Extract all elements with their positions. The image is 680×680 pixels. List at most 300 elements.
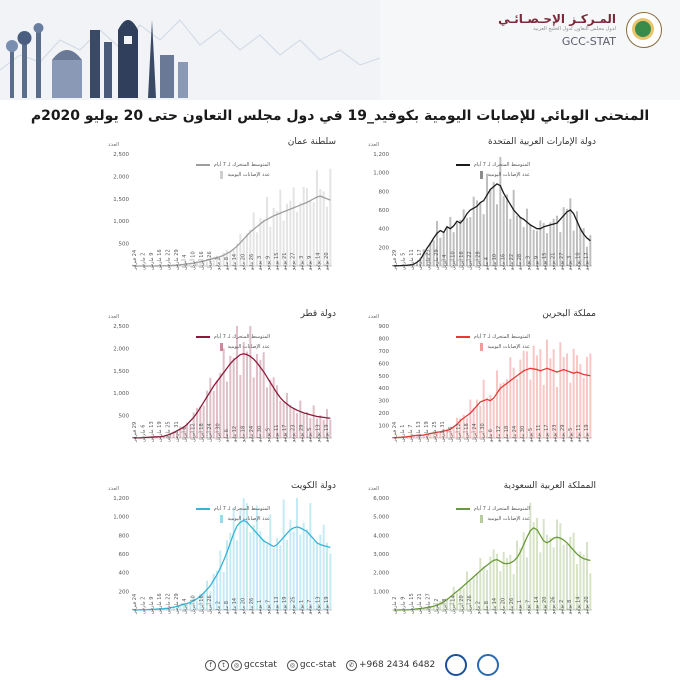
x-tick-label: 17 مارس [417,249,424,270]
x-tick-label: 19 يوليو [323,424,330,442]
x-tick-label: 8 مايو [223,601,230,614]
y-tick-label: 700 [378,348,389,355]
x-tick-label: 23 مارس [425,249,432,270]
x-tick-label: 26 مايو [508,597,515,614]
legend-item-daily [440,342,530,352]
daily-bar [229,356,231,438]
x-tick-label: 12 مايو [232,425,239,442]
chart-legend [440,332,530,352]
x-tick-label: 11 يوليو [576,424,582,442]
x-tick-label: 24 فبراير [132,593,139,614]
x-tick-label: 14 مايو [232,253,239,270]
daily-bar [269,514,271,610]
x-tick-label: 5 يوليو [568,427,574,442]
legend-label: المتوسط المتحرك لـ 7 أيام [213,334,270,340]
legend-bar-swatch [480,515,483,523]
x-tick-label: 18 مايو [504,425,510,442]
phone-number[interactable] [346,660,435,671]
y-tick-label: 2,000 [113,346,129,353]
x-tick-label: 17 يونيو [544,424,550,442]
chart-legend [440,504,530,524]
legend-bar-swatch [220,171,223,179]
daily-bar [573,349,575,438]
x-tick-label: 29 مارس [173,249,180,270]
x-tick-label: 7 يونيو [525,599,532,614]
x-tick-label: 23 يونيو [290,424,297,442]
x-tick-label: 19 مارس [157,421,164,442]
x-tick-label: 7 مارس [408,424,414,442]
daily-bar [559,523,561,610]
x-tick-label: 14 يونيو [533,596,540,614]
x-tick-label: 18 أبريل [464,423,470,442]
skyline-illustration [0,0,380,100]
y-tick-label: 1,000 [113,514,129,521]
panel-uae [368,137,600,310]
legend-item-average [180,504,270,514]
x-tick-label: 2 مارس [392,596,399,614]
x-tick-label: 29 يونيو [560,424,566,442]
y-tick-label: 600 [378,361,389,368]
y-tick-label: 900 [378,324,389,330]
x-tick-label: 10 أبريل [450,251,457,270]
x-tick-label: 20 يونيو [542,596,549,614]
daily-bar [566,353,568,438]
y-tick-label: 800 [378,336,389,343]
y-tick-label: 1,500 [113,196,129,203]
x-tick-label: 6 مايو [488,429,494,442]
x-tick-label: 20 مايو [240,253,247,270]
accreditation-logo-icon [477,654,499,676]
x-tick-label: 14 مايو [232,597,239,614]
x-tick-label: 24 مايو [248,425,255,442]
x-tick-label: 28 أبريل [475,251,482,270]
gcc-stat-logo [498,12,662,48]
org-name-ar: المـركـز الإحـصـائـي [498,12,616,26]
x-tick-label: 6 مارس [140,424,147,442]
daily-bar [573,533,575,610]
y-tick-label: 100 [378,423,389,430]
gcc-emblem-icon [626,12,662,48]
x-tick-label: 24 أبريل [472,423,478,442]
y-tick-label: 2,500 [113,324,129,330]
x-tick-label: 4 أبريل [442,254,449,270]
panel-oman [108,137,340,310]
x-tick-label: 25 يونيو [290,596,297,614]
x-tick-label: 13 يوليو [315,424,322,442]
x-tick-label: 13 يوليو [315,596,322,614]
phone-number-text: +968 2434 6482 [359,659,436,670]
x-tick-label: 22 مارس [165,249,172,270]
y-tick-label: 600 [118,552,129,558]
x-tick-label: 1 مارس [400,424,406,442]
x-tick-label: 26 مايو [248,597,255,614]
x-tick-label: 14 أبريل [450,595,457,614]
x-tick-label: 4 مايو [483,257,490,270]
social-handle[interactable] [205,660,277,671]
daily-bar [523,351,525,438]
x-tick-label: 13 يونيو [273,596,280,614]
x-tick-label: 12 أبريل [456,423,462,442]
x-tick-label: 8 يوليو [567,599,574,614]
x-tick-label: 27 يونيو [290,252,297,270]
x-tick-label: 2 أبريل [433,598,440,614]
daily-bar [493,182,495,266]
chart-title: المملكة العربية السعودية [503,481,596,491]
panel-bahrain [368,309,600,482]
legend-label: المتوسط المتحرك لـ 7 أيام [213,506,270,512]
x-tick-label: 20 مايو [500,597,507,614]
legend-bar-swatch [220,515,223,523]
legend-item-daily [180,514,270,524]
x-tick-label: 8 مايو [223,257,230,270]
daily-bar [556,520,558,610]
y-tick-label: 1,000 [113,391,129,398]
x-tick-label: 5 يونيو [265,427,272,442]
x-tick-label: 5 يونيو [528,427,534,442]
axis-unit-label: العدد [368,486,380,492]
panel-saudi [368,481,600,654]
x-tick-label: 23 يونيو [552,424,558,442]
daily-bar [263,352,265,438]
y-tick-label: 2,500 [113,152,129,158]
y-tick-label: 200 [118,589,129,596]
x-tick-label: 9 يونيو [533,255,540,270]
x-tick-label: 24 فبراير [132,249,139,270]
y-tick-label: 800 [118,533,129,540]
daily-bar [253,525,255,610]
legend-item-daily [440,514,530,524]
daily-bar [546,340,548,438]
y-tick-label: 4,000 [373,533,389,540]
y-tick-label: 500 [118,241,129,248]
daily-bar [516,541,518,610]
legend-bar-swatch [480,343,483,351]
daily-bar [239,509,241,610]
x-tick-label: 31 مارس [440,421,446,442]
x-tick-label: 14 يوليو [575,596,582,614]
legend-label: المتوسط المتحرك لـ 7 أيام [213,162,270,168]
x-tick-label: 16 مارس [157,593,164,614]
legend-line-swatch [196,336,210,338]
legend-item-average [440,332,530,342]
x-tick-label: 9 يوليو [307,255,314,270]
x-tick-label: 1 يوليو [298,599,305,614]
x-tick-label: 7 يونيو [265,599,272,614]
x-tick-label: 11 يونيو [536,424,542,442]
x-tick-label: 3 يوليو [298,255,305,270]
axis-unit-label: العدد [368,314,380,320]
x-tick-label: 9 مارس [400,596,407,614]
x-tick-label: 12 أبريل [190,423,197,442]
panel-kuwait [108,481,340,654]
x-tick-label: 21 يونيو [282,252,289,270]
legend-label: عدد الإصابات اليومية [227,344,270,350]
x-tick-label: 29 يونيو [298,424,305,442]
y-tick-label: 600 [378,208,389,214]
x-tick-label: 12 مايو [496,425,502,442]
x-tick-label: 19 يونيو [282,596,289,614]
daily-bar [329,169,331,266]
x-tick-label: 26 أبريل [207,595,214,614]
chart-title: دولة قطر [300,309,336,319]
legend-line-swatch [456,508,470,510]
legend-item-daily [180,342,270,352]
x-tick-label: 18 مايو [240,425,247,442]
daily-bar [533,346,535,438]
axis-unit-label: العدد [368,142,380,148]
x-tick-label: 16 مارس [157,249,164,270]
chart-title: دولة الإمارات العربية المتحدة [487,137,596,147]
x-tick-label: 2 مارس [140,252,147,270]
instagram-icon: ◎ [231,660,242,671]
header-banner [0,0,680,100]
chart-title: مملكة البحرين [542,309,596,319]
x-tick-label: 2 مارس [140,596,147,614]
chart-title: سلطنة عمان [287,137,336,147]
page-title: المنحنى الوبائي للإصابات اليومية بكوفيد_19 في دول مجلس التعاون حتى 20 يوليو 2020م [30,108,650,124]
x-tick-label: 27 مارس [425,593,432,614]
chart-legend [180,160,270,180]
x-tick-label: 22 مايو [508,253,515,270]
legend-item-average [180,160,270,170]
legend-line-swatch [456,164,470,166]
daily-bar [526,351,528,438]
x-tick-label: 26 أبريل [207,251,214,270]
y-tick-label: 400 [378,226,389,233]
axis-unit-label: العدد [108,142,120,148]
globe-icon: ◎ [287,660,298,671]
x-tick-label: 20 يوليو [323,252,330,270]
x-tick-label: 19 مارس [424,421,430,442]
facebook-icon: f [205,660,216,671]
daily-bar [303,523,305,610]
daily-bar [283,500,285,610]
x-tick-label: 8 مايو [483,601,490,614]
y-tick-label: 6,000 [373,496,389,502]
daily-bar [243,342,245,438]
x-tick-label: 26 أبريل [467,595,474,614]
x-tick-label: 29 مارس [433,249,440,270]
x-tick-label: 16 أبريل [458,251,465,270]
x-tick-label: 2 مايو [215,257,222,270]
daily-bar [543,519,545,610]
org-sub-ar: لدول مجلس التعاون لدول الخليج العربية [533,26,616,32]
y-tick-label: 1,000 [373,589,389,596]
y-tick-label: 2,000 [113,174,129,181]
x-tick-label: 17 يوليو [583,252,590,270]
daily-bar [299,535,301,610]
x-tick-label: 13 مارس [148,421,155,442]
y-tick-label: 1,500 [113,368,129,375]
x-tick-label: 20 أبريل [458,595,465,614]
legend-bar-swatch [220,343,223,351]
org-name [498,12,616,48]
x-tick-label: 10 أبريل [190,251,197,270]
daily-bar [263,539,265,610]
x-tick-label: 15 مارس [408,593,415,614]
x-tick-label: 5 مارس [400,252,407,270]
legend-item-daily [180,170,270,180]
legend-bar-swatch [480,171,483,179]
x-tick-label: 28 مايو [517,253,524,270]
legend-label: عدد الإصابات اليومية [227,172,270,178]
alt-handle-text: gcc-stat [299,659,336,670]
x-tick-label: 16 أبريل [198,595,205,614]
legend-item-average [180,332,270,342]
legend-label: عدد الإصابات اليومية [487,172,530,178]
x-tick-label: 2 يوليو [558,599,565,614]
y-tick-label: 3,000 [373,552,389,558]
x-tick-label: 18 أبريل [198,423,205,442]
contact-bar [205,654,499,676]
x-tick-label: 26 مايو [248,253,255,270]
x-tick-label: 30 أبريل [215,423,222,442]
y-tick-label: 2,000 [373,570,389,577]
x-tick-label: 24 أبريل [207,423,214,442]
y-tick-label: 200 [378,411,389,418]
x-tick-label: 3 يونيو [257,255,264,270]
daily-bar [296,498,298,610]
y-tick-label: 400 [378,386,389,393]
x-tick-label: 21 مارس [417,593,424,614]
x-tick-label: 14 يوليو [315,252,322,270]
x-tick-label: 2 مايو [475,601,482,614]
x-tick-label: 11 يونيو [273,424,280,442]
legend-label: عدد الإصابات اليومية [487,344,530,350]
x-tick-label: 27 يونيو [558,252,565,270]
x-tick-label: 25 مارس [432,421,438,442]
daily-bar [306,529,308,610]
x-tick-label: 15 يونيو [273,252,280,270]
legend-label: المتوسط المتحرك لـ 7 أيام [473,334,530,340]
x-tick-label: 9 يونيو [265,255,272,270]
x-tick-label: 24 فبراير [392,421,398,442]
x-tick-label: 10 يوليو [575,252,582,270]
x-tick-label: 21 يونيو [550,252,557,270]
x-tick-label: 16 أبريل [198,251,205,270]
x-tick-label: 30 مايو [257,425,264,442]
daily-bar [266,197,268,266]
daily-bar [256,354,258,438]
legend-label: عدد الإصابات اليومية [227,516,270,522]
daily-bar [486,174,488,266]
x-tick-label: 5 يوليو [307,427,314,442]
x-tick-label: 6 أبريل [448,426,454,442]
x-tick-label: 25 مارس [165,421,172,442]
legend-item-average [440,160,530,170]
x-tick-label: 29 مارس [173,593,180,614]
chart-legend [440,160,530,180]
x-tick-label: 1 يونيو [257,599,264,614]
x-tick-label: 10 أبريل [190,595,197,614]
x-tick-label: 19 يوليو [323,596,330,614]
x-tick-label: 20 يوليو [583,596,590,614]
legend-line-swatch [456,336,470,338]
y-tick-label: 400 [118,570,129,577]
panel-qatar [108,309,340,482]
org-name-en: GCC-STAT [561,35,616,48]
daily-bar [309,503,311,610]
chart-title: دولة الكويت [291,481,336,491]
y-tick-label: 1,200 [373,152,389,158]
daily-bar [223,348,225,438]
x-tick-label: 20 مايو [240,597,247,614]
footer [0,640,680,680]
x-tick-label: 30 مايو [520,425,526,442]
x-tick-label: 11 مارس [408,249,415,270]
x-tick-label: 3 يوليو [567,255,574,270]
x-tick-label: 17 يونيو [282,424,289,442]
x-tick-label: 22 مارس [165,593,172,614]
legend-line-swatch [196,164,210,166]
axis-unit-label: العدد [108,314,120,320]
x-tick-label: 2 مايو [215,601,222,614]
x-tick-label: 29 فبراير [392,249,399,270]
alt-handle[interactable] [287,660,336,671]
x-tick-label: 4 أبريل [182,254,189,270]
y-tick-label: 1,000 [373,170,389,177]
y-tick-label: 200 [378,245,389,252]
x-tick-label: 15 يونيو [542,252,549,270]
whatsapp-icon: ✆ [346,660,357,671]
x-tick-label: 8 أبريل [442,598,449,614]
y-tick-label: 300 [378,398,389,405]
y-tick-label: 500 [118,413,129,420]
x-tick-label: 24 مايو [512,425,518,442]
x-tick-label: 19 يوليو [584,424,590,442]
x-tick-label: 16 مايو [500,253,507,270]
daily-bar [306,188,308,266]
daily-bar [303,187,305,266]
x-tick-label: 6 مايو [223,429,230,442]
daily-bar [559,342,561,438]
x-tick-label: 10 مايو [492,253,499,270]
legend-label: عدد الإصابات اليومية [487,516,530,522]
x-tick-label: 22 أبريل [467,251,474,270]
x-tick-label: 26 يونيو [550,596,557,614]
chart-legend [180,332,270,352]
x-tick-label: 9 مارس [148,252,155,270]
legend-label: المتوسط المتحرك لـ 7 أيام [473,506,530,512]
x-tick-label: 4 أبريل [182,598,189,614]
y-tick-label: 1,200 [113,496,129,502]
x-tick-label: 31 مارس [173,421,180,442]
legend-label: المتوسط المتحرك لـ 7 أيام [473,162,530,168]
y-tick-label: 1,000 [113,219,129,226]
x-tick-label: 29 فبراير [132,421,139,442]
chart-legend [180,504,270,524]
y-tick-label: 5,000 [373,514,389,521]
daily-bar [489,189,491,266]
legend-line-swatch [196,508,210,510]
daily-bar [246,351,248,438]
x-tick-label: 6 أبريل [182,426,189,442]
x-tick-label: 30 أبريل [480,423,486,442]
x-tick-label: 7 يوليو [307,599,314,614]
y-tick-label: 800 [378,189,389,196]
daily-bar [259,531,261,610]
x-tick-label: 14 مايو [492,597,499,614]
daily-bar [316,170,318,266]
legend-item-average [440,504,530,514]
y-tick-label: 500 [378,373,389,380]
twitter-icon: t [218,660,229,671]
daily-bar [289,520,291,610]
social-handle-text: gccstat [244,659,277,670]
partner-logo-icon [445,654,467,676]
x-tick-label: 9 مارس [148,596,155,614]
x-tick-label: 3 يونيو [525,255,532,270]
